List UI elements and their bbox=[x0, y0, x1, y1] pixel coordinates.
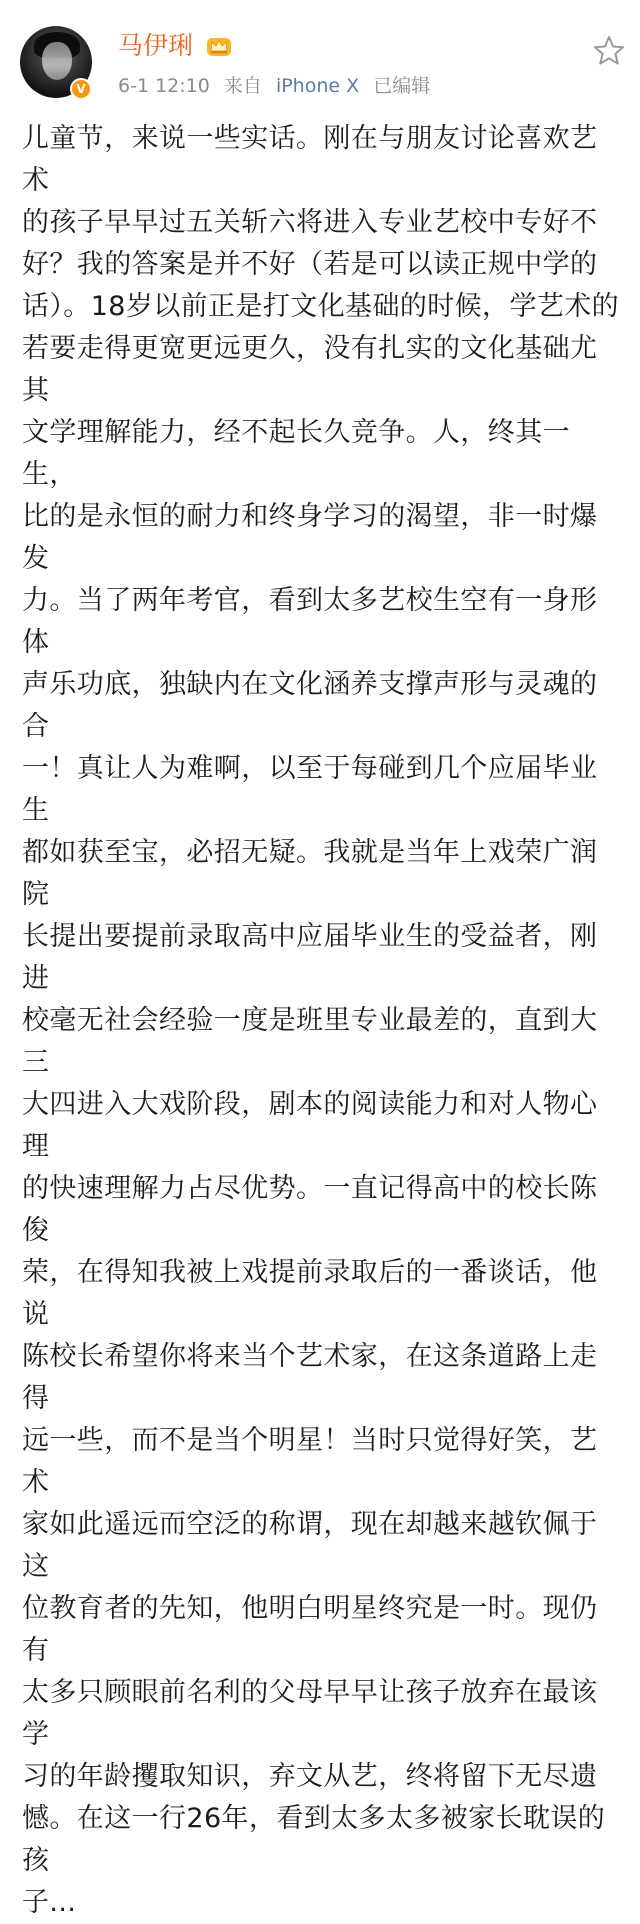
post-line: 好？我的答案是并不好（若是可以读正规中学的 bbox=[22, 249, 598, 280]
post-meta bbox=[118, 72, 438, 100]
post-line: 荣，在得知我被上戏提前录取后的一番谈话，他说 bbox=[22, 1257, 598, 1330]
post-line: 的孩子早早过五关斩六将进入专业艺校中专好不 bbox=[22, 207, 598, 238]
post-line: 远一些，而不是当个明星！当时只觉得好笑，艺术 bbox=[22, 1425, 598, 1498]
avatar-face bbox=[42, 42, 72, 80]
crown-vip-icon[interactable] bbox=[206, 34, 232, 58]
post-line: 儿童节，来说一些实话。刚在与朋友讨论喜欢艺术 bbox=[22, 123, 598, 196]
post-source-device[interactable]: iPhone X bbox=[275, 75, 360, 97]
post-line: 若要走得更宽更远更久，没有扎实的文化基础尤其 bbox=[22, 333, 598, 406]
post-line: 校毫无社会经验一度是班里专业最差的，直到大三 bbox=[22, 1005, 598, 1078]
post-line: 习的年龄攫取知识，弃文从艺，终将留下无尽遗 bbox=[22, 1761, 598, 1792]
post-line: 长提出要提前录取高中应届毕业生的受益者，刚进 bbox=[22, 921, 598, 994]
post-line: 的快速理解力占尽优势。一直记得高中的校长陈俊 bbox=[22, 1173, 598, 1246]
post-line: 都如获至宝，必招无疑。我就是当年上戏荣广润院 bbox=[22, 837, 598, 910]
post-line: 话）。18岁以前正是打文化基础的时候，学艺术的 bbox=[22, 291, 620, 322]
post-line: 一！真让人为难啊，以至于每碰到几个应届毕业生 bbox=[22, 753, 598, 826]
post-line: 比的是永恒的耐力和终身学习的渴望，非一时爆发 bbox=[22, 501, 598, 574]
verified-badge-icon: V bbox=[70, 78, 92, 100]
post-line: 陈校长希望你将来当个艺术家，在这条道路上走得 bbox=[22, 1341, 598, 1414]
post-line: 家如此遥远而空泛的称谓，现在却越来越钦佩于这 bbox=[22, 1509, 598, 1582]
post-header bbox=[0, 0, 640, 110]
star-outline-icon[interactable] bbox=[592, 34, 626, 68]
post-line: 憾。在这一行26年，看到太多太多被家长耽误的孩 bbox=[22, 1803, 606, 1876]
post-line: 位教育者的先知，他明白明星终究是一时。现仍有 bbox=[22, 1593, 598, 1666]
author-name[interactable]: 马伊琍 bbox=[118, 31, 194, 60]
post-body bbox=[22, 118, 620, 1924]
post-line: 力。当了两年考官，看到太多艺校生空有一身形体 bbox=[22, 585, 598, 658]
post-line: 文学理解能力，经不起长久竞争。人，终其一生， bbox=[22, 417, 570, 490]
post-line: 声乐功底，独缺内在文化涵养支撑声形与灵魂的合 bbox=[22, 669, 598, 742]
post-line: 子... bbox=[22, 1887, 77, 1918]
post-line: 大四进入大戏阶段，剧本的阅读能力和对人物心理 bbox=[22, 1089, 598, 1162]
edited-label[interactable]: 已编辑 bbox=[373, 75, 431, 97]
post-source-prefix: 来自 bbox=[223, 75, 262, 97]
post-line: 太多只顾眼前名利的父母早早让孩子放弃在最该学 bbox=[22, 1677, 598, 1750]
post-time: 6-1 12:10 bbox=[118, 75, 210, 97]
